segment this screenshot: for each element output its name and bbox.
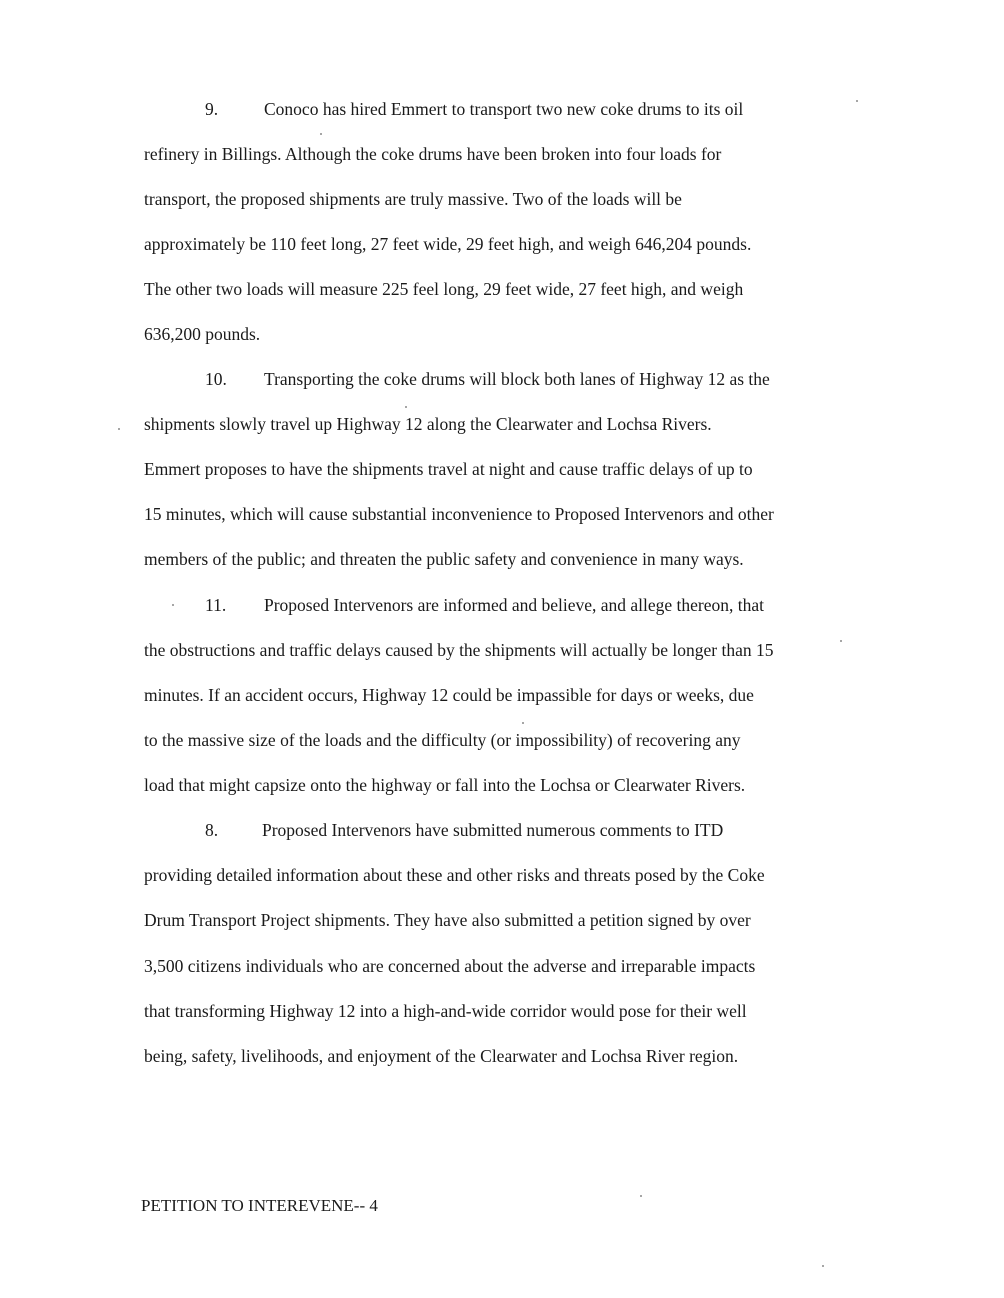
paragraph-line: the obstructions and traffic delays caused by the shipments will actually be longer than 15 <box>144 640 774 660</box>
paragraph-line: approximately be 110 feet long, 27 feet wide, 29 feet high, and weigh 646,204 pounds. <box>144 234 752 254</box>
paragraph-line: that transforming Highway 12 into a high-and-wide corridor would pose for their well <box>144 1001 747 1021</box>
scan-speck <box>640 1195 642 1197</box>
paragraph-line: Transporting the coke drums will block both lanes of Highway 12 as the <box>264 369 770 389</box>
paragraph-line: Proposed Intervenors are informed and believe, and allege thereon, that <box>264 595 765 615</box>
paragraph-line: Emmert proposes to have the shipments travel at night and cause traffic delays of up to <box>144 459 753 479</box>
paragraph-line: Proposed Intervenors have submitted numerous comments to ITD <box>262 820 724 840</box>
paragraph-line: The other two loads will measure 225 feel long, 29 feet wide, 27 feet high, and weigh <box>144 279 744 299</box>
paragraph-line: transport, the proposed shipments are truly massive. Two of the loads will be <box>144 189 682 209</box>
paragraph-line: being, safety, livelihoods, and enjoyment of the Clearwater and Lochsa River region. <box>144 1046 739 1066</box>
paragraph-line: members of the public; and threaten the public safety and convenience in many ways. <box>144 549 744 569</box>
scan-speck <box>405 406 407 408</box>
paragraph-number: 9. <box>205 99 219 119</box>
paragraph-line: providing detailed information about these and other risks and threats posed by the Coke <box>144 865 765 885</box>
scan-speck <box>840 640 842 642</box>
scan-speck <box>172 604 174 606</box>
paragraph-line: 15 minutes, which will cause substantial inconvenience to Proposed Intervenors and other <box>144 504 774 524</box>
scan-speck <box>856 100 858 102</box>
scan-speck <box>320 133 322 135</box>
paragraph-line: Drum Transport Project shipments. They have also submitted a petition signed by over <box>144 910 751 930</box>
scan-speck <box>822 1265 824 1267</box>
paragraph-line: minutes. If an accident occurs, Highway 12 could be impassible for days or weeks, due <box>144 685 754 705</box>
paragraph-number: 11. <box>205 595 227 615</box>
paragraph-line: to the massive size of the loads and the difficulty (or impossibility) of recovering any <box>144 730 741 750</box>
paragraph-number: 10. <box>205 369 227 389</box>
page-footer: PETITION TO INTEREVENE-- 4 <box>141 1196 378 1215</box>
scan-speck <box>118 428 120 430</box>
paragraph-line: Conoco has hired Emmert to transport two new coke drums to its oil <box>264 99 744 119</box>
scan-speck <box>522 722 524 724</box>
paragraph-line: 636,200 pounds. <box>144 324 261 344</box>
paragraph-line: load that might capsize onto the highway or fall into the Lochsa or Clearwater Rivers. <box>144 775 746 795</box>
paragraph-line: shipments slowly travel up Highway 12 along the Clearwater and Lochsa Rivers. <box>144 414 712 434</box>
paragraph-line: 3,500 citizens individuals who are concerned about the adverse and irreparable impacts <box>144 956 756 976</box>
paragraph-number: 8. <box>205 820 219 840</box>
paragraph-line: refinery in Billings. Although the coke drums have been broken into four loads for <box>144 144 722 164</box>
